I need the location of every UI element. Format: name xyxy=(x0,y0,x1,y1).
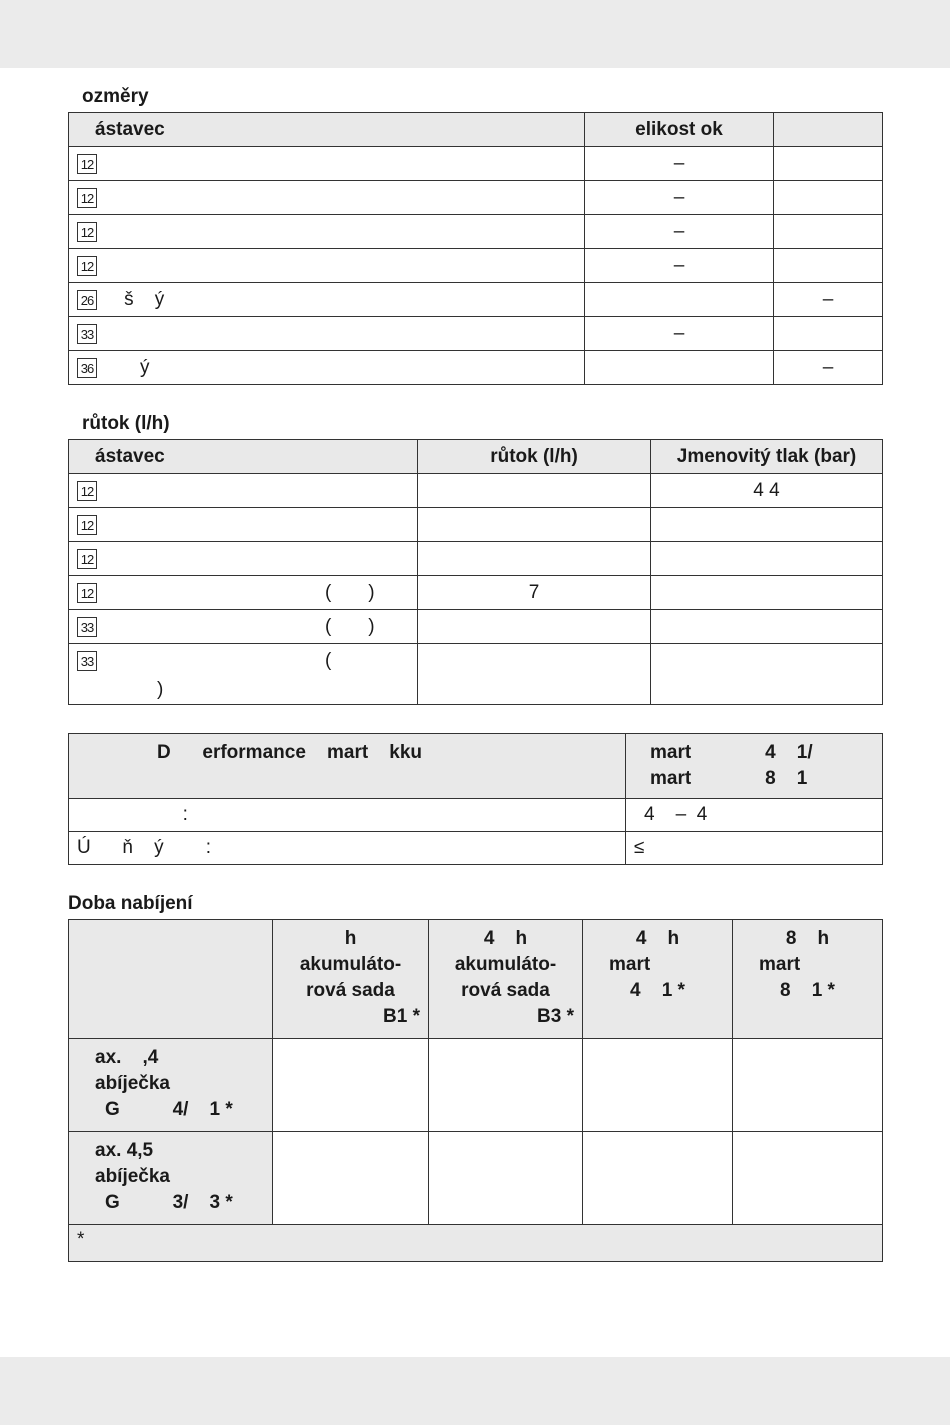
flow-header-row xyxy=(69,440,883,474)
col-line: 8 h xyxy=(785,928,830,949)
footnote: * xyxy=(69,1225,883,1262)
charging-table xyxy=(68,919,883,1262)
table-row xyxy=(69,474,883,508)
header-smart-8 xyxy=(733,920,883,1039)
header-size: elikost ok xyxy=(585,113,774,147)
size-cell: – xyxy=(585,181,774,215)
pressure-cell xyxy=(651,508,883,542)
part-number-badge: 12 xyxy=(77,583,97,603)
header-right-line2: mart 8 1 xyxy=(650,768,808,789)
part-number-badge: 12 xyxy=(77,549,97,569)
table-row xyxy=(69,542,883,576)
size-cell: – xyxy=(585,215,774,249)
part-number-badge: 36 xyxy=(77,358,97,378)
flow-cell xyxy=(418,474,651,508)
row-line: ax. ,4 xyxy=(95,1047,159,1068)
bottom-margin-band xyxy=(0,1357,950,1425)
time-cell xyxy=(583,1039,733,1132)
footnote-row xyxy=(69,1225,883,1262)
size-cell xyxy=(585,283,774,317)
charger-label xyxy=(69,1132,273,1225)
time-cell xyxy=(429,1039,583,1132)
part-number-badge: 26 xyxy=(77,290,97,310)
size-cell: – xyxy=(585,317,774,351)
performance-header-left: D erformance mart kku xyxy=(69,734,626,799)
performance-header-right xyxy=(626,734,883,799)
row-label: ( ) xyxy=(325,582,375,603)
pressure-cell: 4 4 xyxy=(651,474,883,508)
flow-cell xyxy=(418,644,651,705)
time-cell xyxy=(733,1039,883,1132)
table-row xyxy=(69,610,883,644)
part-number-badge: 33 xyxy=(77,324,97,344)
extra-cell xyxy=(774,181,883,215)
col-line: mart xyxy=(609,954,651,975)
table-row xyxy=(69,799,883,832)
header-battery-b1 xyxy=(273,920,429,1039)
flow-cell xyxy=(418,610,651,644)
part-number-badge: 12 xyxy=(77,188,97,208)
col-line: 4 1 * xyxy=(630,980,685,1001)
flow-cell xyxy=(418,542,651,576)
col-line: rová sada xyxy=(461,980,550,1001)
part-number-badge: 12 xyxy=(77,481,97,501)
extra-cell xyxy=(774,147,883,181)
table-row xyxy=(69,317,883,351)
header-battery-b3 xyxy=(429,920,583,1039)
header-extra xyxy=(774,113,883,147)
row-line: abíječka xyxy=(95,1073,170,1094)
pressure-cell xyxy=(651,542,883,576)
dimensions-header-row xyxy=(69,113,883,147)
extra-cell xyxy=(774,249,883,283)
charging-header-row xyxy=(69,920,883,1039)
table-row xyxy=(69,181,883,215)
extra-cell: – xyxy=(774,283,883,317)
dimensions-table xyxy=(68,112,883,385)
row-label: ý xyxy=(103,357,150,378)
row-label: ( xyxy=(325,650,332,671)
extra-cell xyxy=(774,317,883,351)
extra-cell xyxy=(774,215,883,249)
flow-table xyxy=(68,439,883,705)
performance-label: : xyxy=(69,799,626,832)
pressure-cell xyxy=(651,576,883,610)
col-line: akumuláto- xyxy=(454,954,557,975)
table-row xyxy=(69,249,883,283)
col-line: 4 h xyxy=(483,928,528,949)
row-label: š ý xyxy=(103,289,165,310)
table-row xyxy=(69,576,883,610)
time-cell xyxy=(273,1039,429,1132)
part-number-badge: 12 xyxy=(77,154,97,174)
time-cell xyxy=(273,1132,429,1225)
performance-value: 4 – 4 xyxy=(626,799,883,832)
time-cell xyxy=(583,1132,733,1225)
row-label-continued: ) xyxy=(157,679,164,700)
header-empty xyxy=(69,920,273,1039)
part-number-badge: 33 xyxy=(77,651,97,671)
col-line: B1 * xyxy=(383,1006,420,1027)
table-row xyxy=(69,283,883,317)
table-row xyxy=(69,644,883,705)
flow-cell xyxy=(418,508,651,542)
flow-cell: 7 xyxy=(418,576,651,610)
header-attachment: ástavec xyxy=(69,440,418,474)
page-content xyxy=(68,84,882,1262)
dimensions-title: ozměry xyxy=(82,86,149,107)
header-attachment: ástavec xyxy=(69,113,585,147)
col-line: rová sada xyxy=(306,980,395,1001)
row-line: abíječka xyxy=(95,1166,170,1187)
table-row xyxy=(69,215,883,249)
top-margin-band xyxy=(0,0,950,68)
table-row xyxy=(69,1132,883,1225)
table-row xyxy=(69,508,883,542)
table-row xyxy=(69,1039,883,1132)
row-line: ax. 4,5 xyxy=(95,1140,154,1161)
flow-title: růtok (l/h) xyxy=(82,413,170,434)
table-row xyxy=(69,147,883,181)
part-number-badge: 12 xyxy=(77,222,97,242)
part-number-badge: 12 xyxy=(77,256,97,276)
performance-value: ≤ xyxy=(626,832,883,865)
performance-label: Ú ň ý : xyxy=(69,832,626,865)
extra-cell: – xyxy=(774,351,883,385)
time-cell xyxy=(733,1132,883,1225)
charging-title: Doba nabíjení xyxy=(68,893,193,914)
col-line: akumuláto- xyxy=(299,954,402,975)
size-cell xyxy=(585,351,774,385)
performance-table xyxy=(68,733,883,865)
header-flow-rate: růtok (l/h) xyxy=(418,440,651,474)
header-rated-pressure: Jmenovitý tlak (bar) xyxy=(651,440,883,474)
part-number-badge: 12 xyxy=(77,515,97,535)
row-line: G 4/ 1 * xyxy=(105,1099,233,1120)
row-label: ( ) xyxy=(325,616,375,637)
size-cell: – xyxy=(585,249,774,283)
header-smart-4 xyxy=(583,920,733,1039)
col-line: 4 h xyxy=(635,928,680,949)
charger-label xyxy=(69,1039,273,1132)
pressure-cell xyxy=(651,610,883,644)
table-row xyxy=(69,351,883,385)
pressure-cell xyxy=(651,644,883,705)
part-number-badge: 33 xyxy=(77,617,97,637)
col-line: B3 * xyxy=(537,1006,574,1027)
table-row xyxy=(69,832,883,865)
header-right-line1: mart 4 1/ xyxy=(650,742,813,763)
col-line: mart xyxy=(759,954,801,975)
time-cell xyxy=(429,1132,583,1225)
size-cell: – xyxy=(585,147,774,181)
performance-header-row xyxy=(69,734,883,799)
col-line: 8 1 * xyxy=(780,980,835,1001)
col-line: h xyxy=(344,928,357,949)
row-line: G 3/ 3 * xyxy=(105,1192,233,1213)
